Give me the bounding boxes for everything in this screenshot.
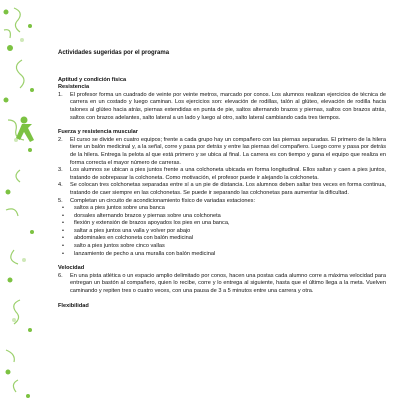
section-heading-fuerza: Fuerza y resistencia muscular <box>58 129 138 136</box>
section-heading-velocidad: Velocidad <box>58 265 85 272</box>
decorative-strip <box>0 0 40 400</box>
item-number: 5. <box>58 197 63 204</box>
document-title: Actividades sugeridas por el programa <box>58 50 170 56</box>
item-number: 3. <box>58 167 63 174</box>
list-item: • saltar a pies juntos una valla y volver por abajo <box>62 227 191 234</box>
item-text: Completan un circuito de acondicionamiento físico de variadas estaciones: <box>70 197 256 204</box>
item-text: Se colocan tres colchonetas separadas entre sí a un pie de distancia. Los alumnos deben saltar tres veces en forma continua, tratando de caer siempre en las colchonetas. Se puede ir separando las colchonetas para aumentar la dificultad. <box>70 182 386 196</box>
activity-item-1 <box>58 92 386 122</box>
list-item: • dorsales alternando brazos y piernas sobre una colchoneta <box>62 212 221 219</box>
item-text: El curso se divide en cuatro equipos; frente a cada grupo hay un compañero con las piernas separadas. El primero de la hilera tiene un balón medicinal y, a la señal, corre y pasa por detrás y entre las piernas del compañero. Luego corre y pasa por detrás de la hilera. Entrega la pelota al que está primero y se ubica al final. La carrera es con tiempo y gana el equipo que realiza en forma correcta el mayor número de carreras. <box>70 136 386 166</box>
activity-item-4 <box>58 182 386 197</box>
activity-item-3 <box>58 167 386 182</box>
section-heading-flexibilidad: Flexibilidad <box>58 302 89 309</box>
list-item: • lanzamiento de pecho a una muralla con balón medicinal <box>62 250 216 257</box>
list-item: • saltos a pies juntos sobre una banca <box>62 205 165 212</box>
section-heading-aptitud: Aptitud y condición física <box>58 76 127 83</box>
list-item: • salto a pies juntos sobre cinco vallas <box>62 243 165 250</box>
list-item: • abdominales en colchoneta con balón medicinal <box>62 235 194 242</box>
document-body <box>58 50 386 310</box>
item-number: 2. <box>58 136 63 143</box>
item-text: El profesor forma un cuadrado de veinte por veinte metros, marcado por conos. Los alumnos realizan ejercicios de técnica de carrera en un costado y luego caminan. Los ejercicios son: elevación de rodillas, talón al glúteo, elevación de rodilla hacia talones al glúteo hacia atrás, piernas extendidas en punta de pie, saltos alternando brazos y piernas, saltos con brazos atrás, saltos con brazos adelantes, salto lateral a un lado y luego al otro, salto lateral cambiando cada tres tiempos. <box>70 91 386 121</box>
activity-item-5 <box>58 198 386 206</box>
item-number: 6. <box>58 272 63 279</box>
item-number: 1. <box>58 91 63 98</box>
circuit-station-list <box>58 205 386 258</box>
item-number: 4. <box>58 182 63 189</box>
activity-item-2 <box>58 137 386 167</box>
activity-item-6 <box>58 273 386 296</box>
item-text: En una pista atlética o un espacio amplio delimitado por conos, hacen una postas cada alumno corre a máxima velocidad para entregan un bastón al compañero, quien lo recibe, corre y lo entrega al siguiente, hasta que el último llega a la meta. Vuelven caminando y repiten tres o cuatro veces, con una pausa de 3 a 5 minutos entre una carrera y otra. <box>70 272 386 295</box>
subheading-resistencia: Resistencia <box>58 84 90 91</box>
list-item: • flexión y extensión de brazos apoyados los pies en una banca, <box>62 220 230 227</box>
decoration-illustration <box>0 0 40 400</box>
item-text: Los alumnos se ubican a pies juntos frente a una colchoneta ubicada en forma longitudinal. Ellos saltan y caen a pies juntos, tratando de sobrepasar la colchoneta. Como motivación, el profesor puede ir alejando la colchoneta. <box>70 167 386 181</box>
